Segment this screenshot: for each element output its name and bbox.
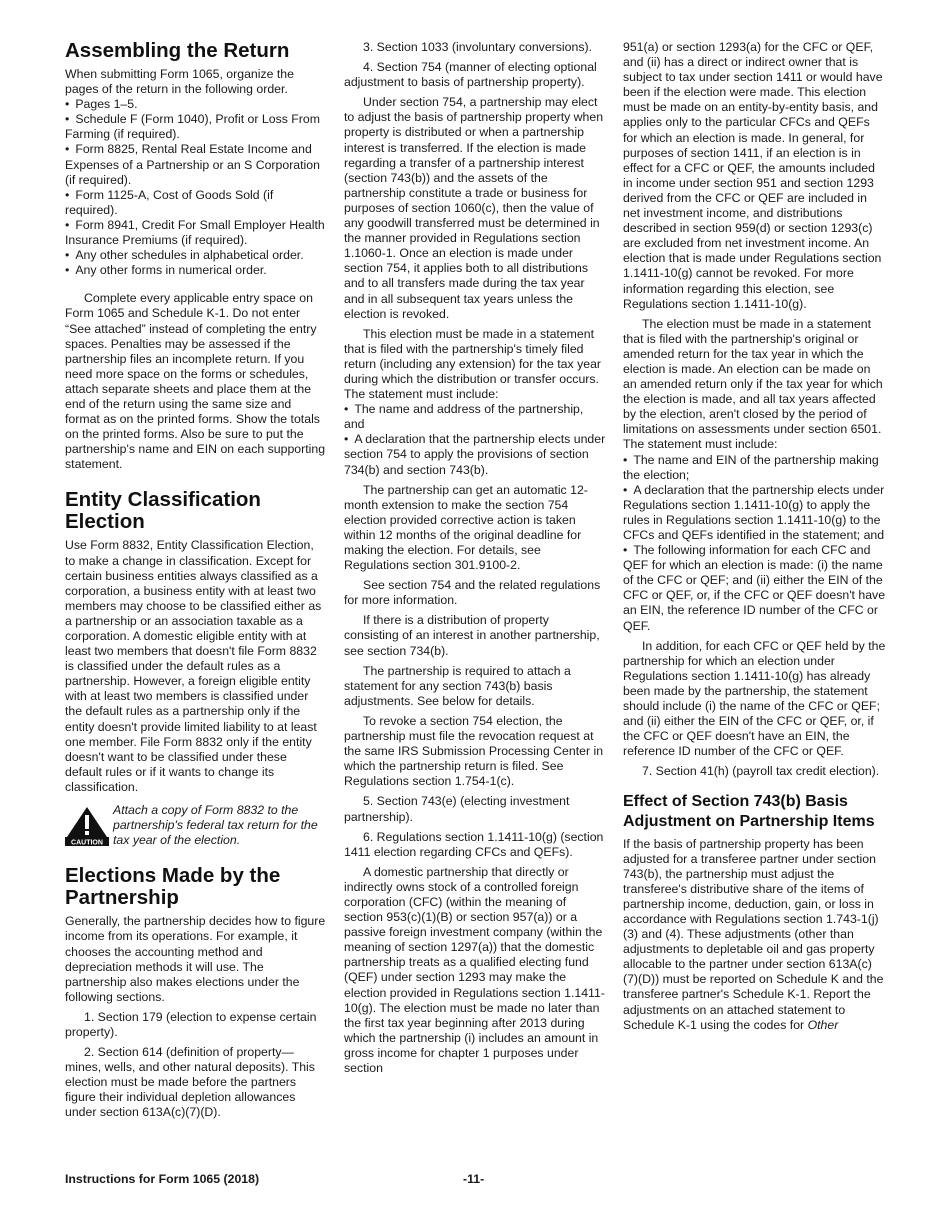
- list-item: • The following information for each CFC and QEF for which an election is made: (i) the name of the CFC or QEF; and (ii) either the EIN of the CFC or QEF, or, if the CFC or QEF doesn't have an EIN, the reference ID number of the CFC or QEF.: [623, 543, 886, 634]
- caution-icon: [65, 806, 109, 846]
- heading-elections-made-by-the-partnership: Elections Made by the Partnership: [65, 864, 281, 910]
- list-item: • Any other schedules in alphabetical order.: [65, 248, 327, 263]
- list-item: • A declaration that the partnership elects under section 754 to apply the provisions of section 734(b) and section 743(b).: [344, 432, 606, 477]
- election-item: 5. Section 743(e) (electing investment partnership).: [344, 794, 570, 824]
- paragraph-text: If the basis of partnership property has been adjusted for a transferee partner under section 743(b), the partnership must adjust the transferee's distributive share of the items of partnership income, deduction, gain, or loss in accordance with Regulations section 1.743-1(j)(3) and (4). These adjustments (other than adjustments to depletable oil and gas property allocable to the partner under section 613A(c)(7)(D)) must be reported on Schedule K and the transferee partner's Schedule K-1. Report the adjustments on an attached statement to Schedule K-1 using the codes for: [623, 836, 884, 1032]
- paragraph: The election must be made in a statement that is filed with the partnership's original or amended return for the tax year in which the election is made. An election can be made on an amended return only if the tax year for which the election is made, and all tax years affected by the election, aren't closed by the period of limitations on assessments under section 6501. The statement must include:: [623, 316, 883, 452]
- paragraph: The partnership can get an automatic 12-month extension to make the section 754 election provided corrective action is taken within 12 months of the original deadline for making the election. For details, see Regulations section 301.9100-2.: [344, 482, 588, 573]
- column-3: [623, 40, 886, 1038]
- page-number: -11-: [463, 1172, 485, 1186]
- list-item: • Pages 1–5.: [65, 97, 327, 112]
- election-item: 7. Section 41(h) (payroll tax credit election).: [642, 764, 880, 779]
- paragraph: [623, 837, 886, 1033]
- list-item: • The name and EIN of the partnership making the election;: [623, 453, 886, 483]
- paragraph: Generally, the partnership decides how to figure income from its operations. For example, it chooses the accounting method and depreciation methods it will use. The partnership also makes elections under the following sections.: [65, 914, 326, 1004]
- paragraph: If there is a distribution of property consisting of an interest in another partnership, see section 734(b).: [344, 613, 600, 658]
- paragraph: To revoke a section 754 election, the partnership must file the revocation request at the same IRS Submission Processing Center in which the partnership return is filed. See Regulations section 1.754-1(c).: [344, 713, 604, 789]
- list-item: • Schedule F (Form 1040), Profit or Loss From Farming (if required).: [65, 112, 327, 142]
- election-item: 4. Section 754 (manner of electing optional adjustment to basis of partnership property).: [344, 60, 597, 90]
- list-item: • Form 1125-A, Cost of Goods Sold (if required).: [65, 188, 327, 218]
- paragraph: This election must be made in a statement that is filed with the partnership's timely filed return (including any extension) for the tax year during which the distribution or transfer occurs. The statement must include:: [344, 326, 602, 402]
- column-2: [344, 40, 606, 1081]
- election-item: 3. Section 1033 (involuntary conversions).: [363, 40, 592, 54]
- list-item: • A declaration that the partnership elects under Regulations section 1.1411-10(g) to apply the rules in Regulations section 1.1411-10(g) to the CFCs and QEFs identified in the statement; and: [623, 483, 886, 543]
- caution-note: [65, 803, 327, 848]
- list-item: • Any other forms in numerical order.: [65, 263, 327, 278]
- paragraph: See section 754 and the related regulations for more information.: [344, 578, 601, 608]
- paragraph: 951(a) or section 1293(a) for the CFC or QEF, and (ii) has a direct or indirect owner that is subject to tax under section 1411 or would have been if the election were made. This election must be made on an entity-by-entity basis, and applies only to the particular CFCs and QEFs for which an election is made. In general, for purposes of section 1411, if an election is in effect for a CFC or QEF, the amounts included in income under section 951 and section 1293 derived from the CFC or QEF are included in net investment income, and distributions described in section 959(d) or section 1293(c) are excluded from net investment income. An election that is made under Regulations section 1.1411-10(g) cannot be revoked. For more information regarding this election, see Regulations section 1.1411-10(g).: [623, 40, 883, 311]
- column-1: [65, 40, 327, 1126]
- paragraph: In addition, for each CFC or QEF held by the partnership for which an election under Regulations section 1.1411-10(g) has already been made by the partnership, the statement should include (i) the name of the CFC or QEF; and (ii) either the EIN of the CFC or QEF, or, if the CFC or QEF doesn't have an EIN, the reference ID number of the CFC or QEF.: [623, 638, 886, 759]
- list-item: • The name and address of the partnership, and: [344, 402, 606, 432]
- list-item: • Form 8941, Credit For Small Employer Health Insurance Premiums (if required).: [65, 218, 327, 248]
- election-item: 6. Regulations section 1.1411-10(g) (section 1411 election regarding CFCs and QEFs).: [344, 829, 604, 859]
- caution-label: CAUTION: [71, 839, 103, 847]
- paragraph: Under section 754, a partnership may elect to adjust the basis of partnership property when property is distributed or when a partnership interest is transferred. If the election is made regarding a transfer of a partnership interest (section 743(b)) and the assets of the partnership constitute a trade or business for purposes of section 1060(c), then the value of any goodwill transferred must be determined in the manner provided in Regulations section 1.1060-1. Once an election is made under section 754, it applies both to all distributions and to all transfers made during the tax year and in all subsequent tax years unless the election is revoked.: [344, 95, 604, 321]
- election-item: 1. Section 179 (election to expense certain property).: [65, 1009, 317, 1039]
- paragraph: Complete every applicable entry space on Form 1065 and Schedule K-1. Do not enter “See attached” instead of completing the entry spaces. Penalties may be assessed if the partnership files an incomplete return. If you need more space on the forms or schedules, attach separate sheets and place them at the end of the return using the same size and format as on the printed forms. Show the totals on the printed forms. Also be sure to put the partnership's name and EIN on each supporting statement.: [65, 291, 326, 472]
- heading-assembling-the-return: Assembling the Return: [65, 39, 290, 62]
- heading-effect-of-section-743b: Effect of Section 743(b) Basis Adjustment on Partnership Items: [623, 792, 875, 830]
- footer-title: Instructions for Form 1065 (2018): [65, 1172, 260, 1186]
- paragraph-italic: Other: [807, 1017, 839, 1032]
- list-item: • Form 8825, Rental Real Estate Income and Expenses of a Partnership or an S Corporation (if required).: [65, 142, 327, 187]
- paragraph: Use Form 8832, Entity Classification Election, to make a change in classification. Except for certain business entities always classified as a corporation, a business entity with at least two members may choose to be classified either as a partnership or an association taxable as a corporation. A domestic eligible entity with at least two members that doesn't file Form 8832 is classified under the default rules as a partnership. However, a foreign eligible entity with at least two members is classified under the default rules as a partnership only if the entity doesn't provide limited liability to at least one member. File Form 8832 only if the entity doesn't want to be classified under these default rules or if it wants to change its classification.: [65, 538, 322, 794]
- election-item: 2. Section 614 (definition of property—mines, wells, and other natural deposits). This election must be made before the partners figure their individual depletion allowances under section 613A(c)(7)(D).: [65, 1045, 315, 1120]
- paragraph: A domestic partnership that directly or indirectly owns stock of a controlled foreign corporation (CFC) (within the meaning of section 953(c)(1)(B) or section 957(a)) or a passive foreign investment company (within the meaning of section 1297(a)) that the domestic partnership treats as a qualified electing fund (QEF) under section 1293 may make the election provided in Regulations section 1.1411-10(g). The election must be made no later than the first tax year beginning after 2013 during which the partnership (i) includes an amount in gross income for chapter 1 purposes under section: [344, 864, 605, 1075]
- paragraph: When submitting Form 1065, organize the pages of the return in the following order.: [65, 67, 294, 97]
- paragraph: The partnership is required to attach a statement for any section 743(b) basis adjustments. See below for details.: [344, 663, 571, 708]
- caution-text: Attach a copy of Form 8832 to the partnership's federal tax return for the tax year of the election.: [113, 803, 318, 848]
- heading-entity-classification-election: Entity Classification Election: [65, 488, 261, 534]
